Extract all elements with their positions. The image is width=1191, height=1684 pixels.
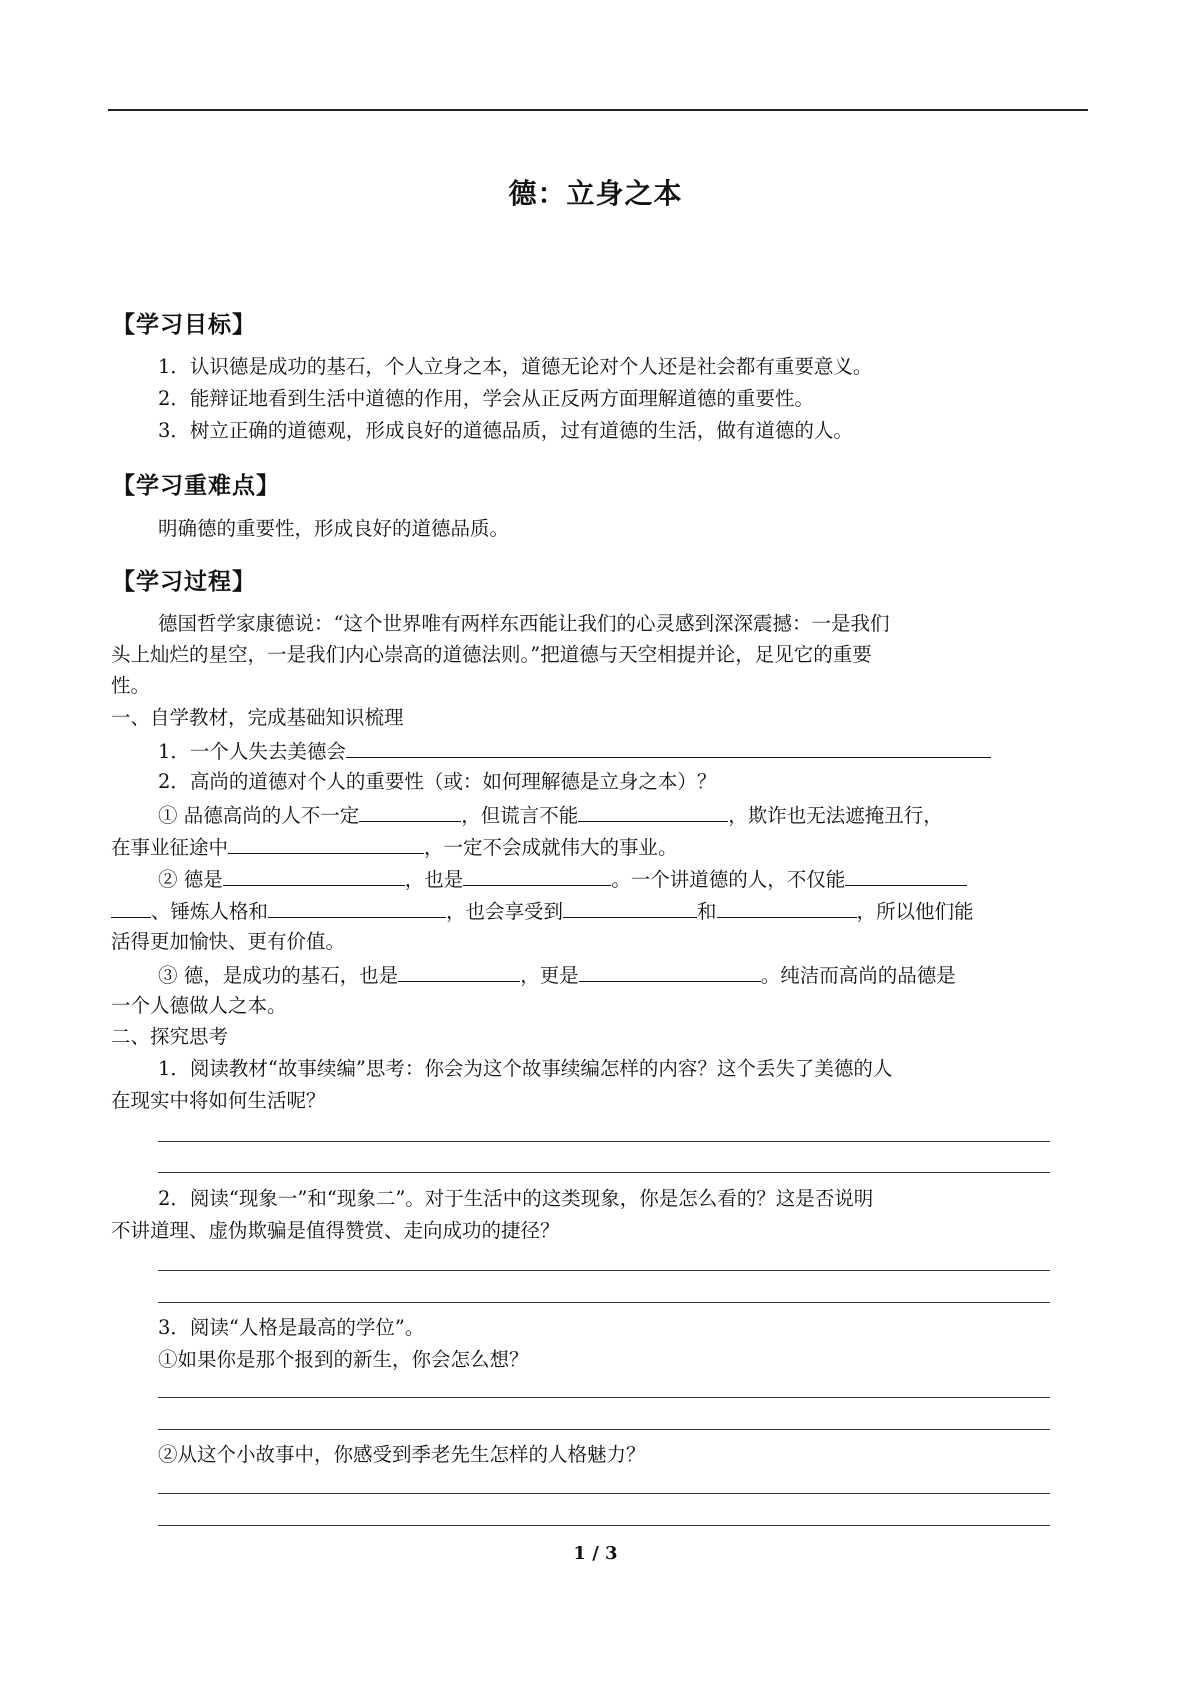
- p2-text-g: ，所以他们能: [856, 900, 974, 923]
- goal-item-1: 1．认识德是成功的基石，个人立身之本，道德无论对个人还是社会都有重要意义。: [158, 355, 873, 378]
- part2-q1-line-2: 在现实中将如何生活呢？: [111, 1089, 326, 1112]
- p1-line-2: [111, 836, 678, 858]
- fill-blank[interactable]: [717, 900, 857, 918]
- p1-text-d: 在事业征途中: [111, 836, 229, 859]
- part2-q2-line-2: 不讲道理、虚伪欺骗是值得赞赏、走向成功的捷径？: [111, 1219, 560, 1242]
- p2-text-b: ，也是: [404, 868, 464, 891]
- fill-blank[interactable]: [268, 900, 446, 918]
- part2-q1-line-1: 1．阅读教材“故事续编”思考：你会为这个故事续编怎样的内容？这个丢失了美德的人: [158, 1057, 893, 1080]
- part1-heading: 一、自学教材，完成基础知识梳理: [111, 706, 404, 729]
- keypoints-text: 明确德的重要性，形成良好的道德品质。: [158, 517, 510, 540]
- part2-q3a: ①如果你是那个报到的新生，你会怎么想？: [158, 1348, 529, 1371]
- fill-blank[interactable]: [111, 900, 151, 918]
- p3-line-1: [158, 964, 956, 986]
- fill-blank[interactable]: [579, 964, 761, 982]
- part1-q2: 2．高尚的道德对个人的重要性（或：如何理解德是立身之本）？: [158, 770, 717, 793]
- part1-q1-text: 1．一个人失去美德会: [158, 740, 346, 763]
- answer-line[interactable]: [158, 1141, 1050, 1142]
- fill-blank[interactable]: [346, 740, 991, 758]
- p1-text-e: ，一定不会成就伟大的事业。: [424, 836, 678, 859]
- keypoints-heading: 【学习重难点】: [112, 473, 280, 499]
- intro-line-2: 头上灿烂的星空，一是我们内心崇高的道德法则。”把道德与天空相提并论，足见它的重要: [111, 643, 872, 666]
- fill-blank[interactable]: [228, 836, 424, 854]
- fill-blank[interactable]: [359, 804, 461, 822]
- p1-text-c: ，欺诈也无法遮掩丑行，: [728, 804, 943, 827]
- part1-q1: [158, 740, 991, 762]
- answer-line[interactable]: [158, 1429, 1050, 1430]
- p1-line-1: [158, 804, 943, 826]
- p2-line-2: [111, 900, 974, 922]
- p2-text-d: 、锤炼人格和: [151, 900, 269, 923]
- p3-line-2: 一个人德做人之本。: [111, 994, 287, 1017]
- fill-blank[interactable]: [563, 900, 697, 918]
- p2-line-1: [158, 868, 967, 890]
- p2-text-c: 。一个讲道德的人，不仅能: [611, 868, 846, 891]
- part2-heading: 二、探究思考: [111, 1025, 229, 1048]
- p1-text-b: ，但谎言不能: [461, 804, 579, 827]
- p2-text-f: 和: [697, 900, 717, 923]
- process-heading: 【学习过程】: [112, 569, 256, 595]
- answer-line[interactable]: [158, 1172, 1050, 1173]
- answer-line[interactable]: [158, 1525, 1050, 1526]
- part2-q3: 3．阅读“人格是最高的学位”。: [158, 1316, 425, 1339]
- p1-text-a: ① 品德高尚的人不一定: [158, 804, 360, 827]
- p3-text-b: ，更是: [520, 964, 579, 987]
- fill-blank[interactable]: [578, 804, 728, 822]
- intro-line-1: 德国哲学家康德说：“这个世界唯有两样东西能让我们的心灵感到深深震撼：一是我们: [158, 612, 890, 635]
- header-rule: [108, 109, 1088, 111]
- p2-line-3: 活得更加愉快、更有价值。: [111, 930, 346, 953]
- page-title: 德：立身之本: [508, 177, 683, 210]
- answer-line[interactable]: [158, 1270, 1050, 1271]
- part2-q2-line-1: 2．阅读“现象一”和“现象二”。对于生活中的这类现象，你是怎么看的？这是否说明: [158, 1187, 874, 1210]
- fill-blank[interactable]: [223, 868, 405, 886]
- fill-blank[interactable]: [845, 868, 967, 886]
- page-number: 1 / 3: [573, 1543, 618, 1564]
- goal-item-2: 2．能辩证地看到生活中道德的作用，学会从正反两方面理解道德的重要性。: [158, 387, 814, 410]
- fill-blank[interactable]: [398, 964, 520, 982]
- p3-text-c: 。纯洁而高尚的品德是: [760, 964, 956, 987]
- answer-line[interactable]: [158, 1302, 1050, 1303]
- fill-blank[interactable]: [463, 868, 611, 886]
- goal-item-3: 3．树立正确的道德观，形成良好的道德品质，过有道德的生活，做有道德的人。: [158, 419, 853, 442]
- answer-line[interactable]: [158, 1493, 1050, 1494]
- p2-text-e: ，也会享受到: [446, 900, 564, 923]
- part2-q3b: ②从这个小故事中，你感受到季老先生怎样的人格魅力？: [158, 1443, 646, 1466]
- p2-text-a: ② 德是: [158, 868, 223, 891]
- p3-text-a: ③ 德，是成功的基石，也是: [158, 964, 399, 987]
- goals-heading: 【学习目标】: [112, 312, 256, 338]
- answer-line[interactable]: [158, 1397, 1050, 1398]
- intro-line-3: 性。: [111, 674, 151, 697]
